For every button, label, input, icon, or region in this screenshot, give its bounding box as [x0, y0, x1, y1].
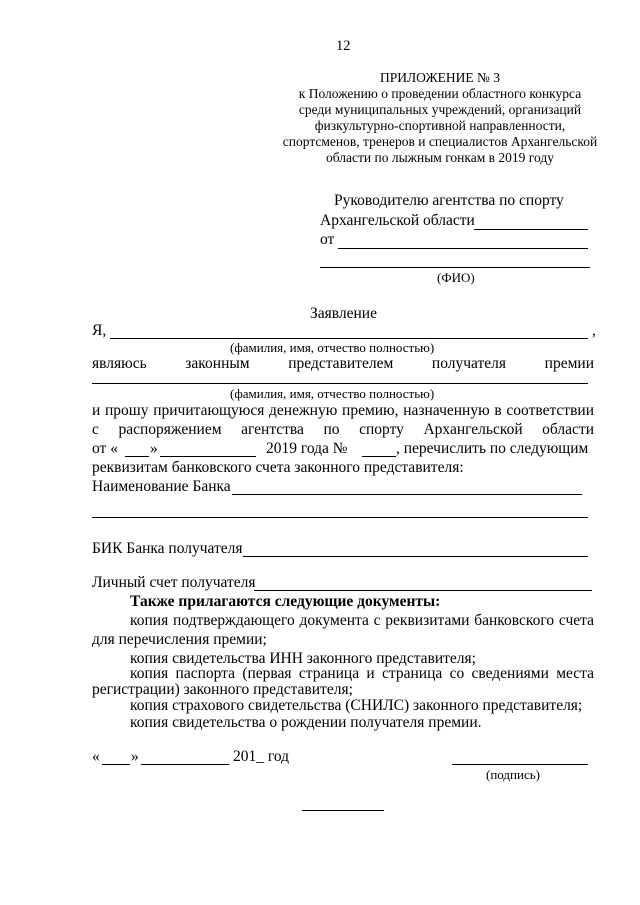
date-month-line[interactable]: [141, 764, 229, 765]
order-number-line[interactable]: [362, 456, 396, 457]
fio-hint-1: (фамилия, имя, отчество полностью): [230, 340, 435, 355]
addressee-line2: Архангельской области: [320, 212, 475, 229]
paragraph-line: и прошу причитающуюся денежную премию, назначенную в соответствии: [92, 402, 594, 419]
doc-item: для перечисления премии;: [92, 631, 267, 648]
rep-word: законным: [185, 355, 250, 372]
bik-field-line[interactable]: [243, 556, 588, 557]
from-label: от: [320, 231, 335, 248]
appendix-line: спортсменов, тренеров и специалистов Архангельской: [282, 134, 598, 149]
from-field-line[interactable]: [338, 248, 588, 249]
appendix-block: [270, 70, 610, 166]
para-transfer: , перечислить по следующим: [396, 440, 589, 457]
appendix-line: среди муниципальных учреждений, организаций: [298, 102, 582, 117]
month-field-line[interactable]: [160, 456, 256, 457]
date-year: 201_ год: [233, 748, 290, 765]
representative-line: [92, 355, 594, 373]
appendix-line: физкультурно-спортивной направленности,: [314, 118, 566, 133]
account-field-line[interactable]: [254, 590, 592, 591]
rep-word: являюсь: [92, 355, 147, 372]
fio-hint-2: (фамилия, имя, отчество полностью): [230, 386, 435, 401]
appendix-line: области по лыжным гонкам в 2019 году: [326, 150, 554, 165]
appendix-title: ПРИЛОЖЕНИЕ № 3: [379, 70, 501, 85]
appendix-line: к Положению о проведении областного конкурса: [298, 86, 582, 101]
doc-item: регистрации) законного представителя;: [92, 681, 353, 698]
para-year-no: 2019 года №: [266, 440, 348, 457]
bank-name-label: Наименование Банка: [92, 478, 231, 495]
rep-word: получателя: [431, 355, 507, 372]
doc-item: копия паспорта (первая страница и страница со сведениями места: [130, 665, 594, 682]
bank-name-line-2[interactable]: [92, 517, 588, 518]
documents-heading: Также прилагаются следующие документы:: [130, 593, 441, 610]
bottom-separator: [302, 810, 384, 811]
doc-item: копия страхового свидетельства (СНИЛС) законного представителя;: [130, 697, 583, 714]
account-label: Личный счет получателя: [92, 574, 256, 591]
doc-item: копия свидетельства ИНН законного представителя;: [130, 650, 476, 667]
date-open-quote: «: [92, 748, 100, 765]
para-from: от «: [92, 440, 118, 457]
signature-line[interactable]: [452, 764, 588, 765]
addressee-field-line[interactable]: [474, 229, 588, 230]
date-day-line[interactable]: [102, 764, 130, 765]
signature-caption: (подпись): [486, 767, 540, 782]
statement-title: Заявление: [310, 305, 377, 322]
i-end-comma: ,: [592, 322, 596, 339]
para-quote-close: »: [150, 440, 158, 457]
addressee-line1: Руководителю агентства по спорту: [334, 192, 564, 209]
i-label: Я,: [92, 322, 107, 339]
applicant-name-line[interactable]: [110, 338, 588, 339]
bank-name-line[interactable]: [232, 494, 582, 495]
doc-item: копия подтверждающего документа с реквизитами банковского счета: [130, 612, 594, 629]
bik-label: БИК Банка получателя: [92, 540, 243, 557]
day-field-line[interactable]: [125, 456, 149, 457]
doc-item: копия свидетельства о рождении получателя премии.: [130, 714, 482, 731]
rep-word: премии: [544, 355, 594, 372]
date-close-quote: »: [131, 748, 139, 765]
paragraph-line: реквизитам банковского счета законного представителя:: [92, 459, 464, 476]
fio-caption: (ФИО): [437, 270, 475, 285]
page-number: 12: [336, 38, 351, 54]
rep-word: представителем: [288, 355, 394, 372]
recipient-name-line[interactable]: [92, 383, 588, 384]
fio-field-line[interactable]: [320, 267, 590, 268]
paragraph-line: с распоряжением агентства по спорту Архангельской области: [92, 421, 594, 438]
